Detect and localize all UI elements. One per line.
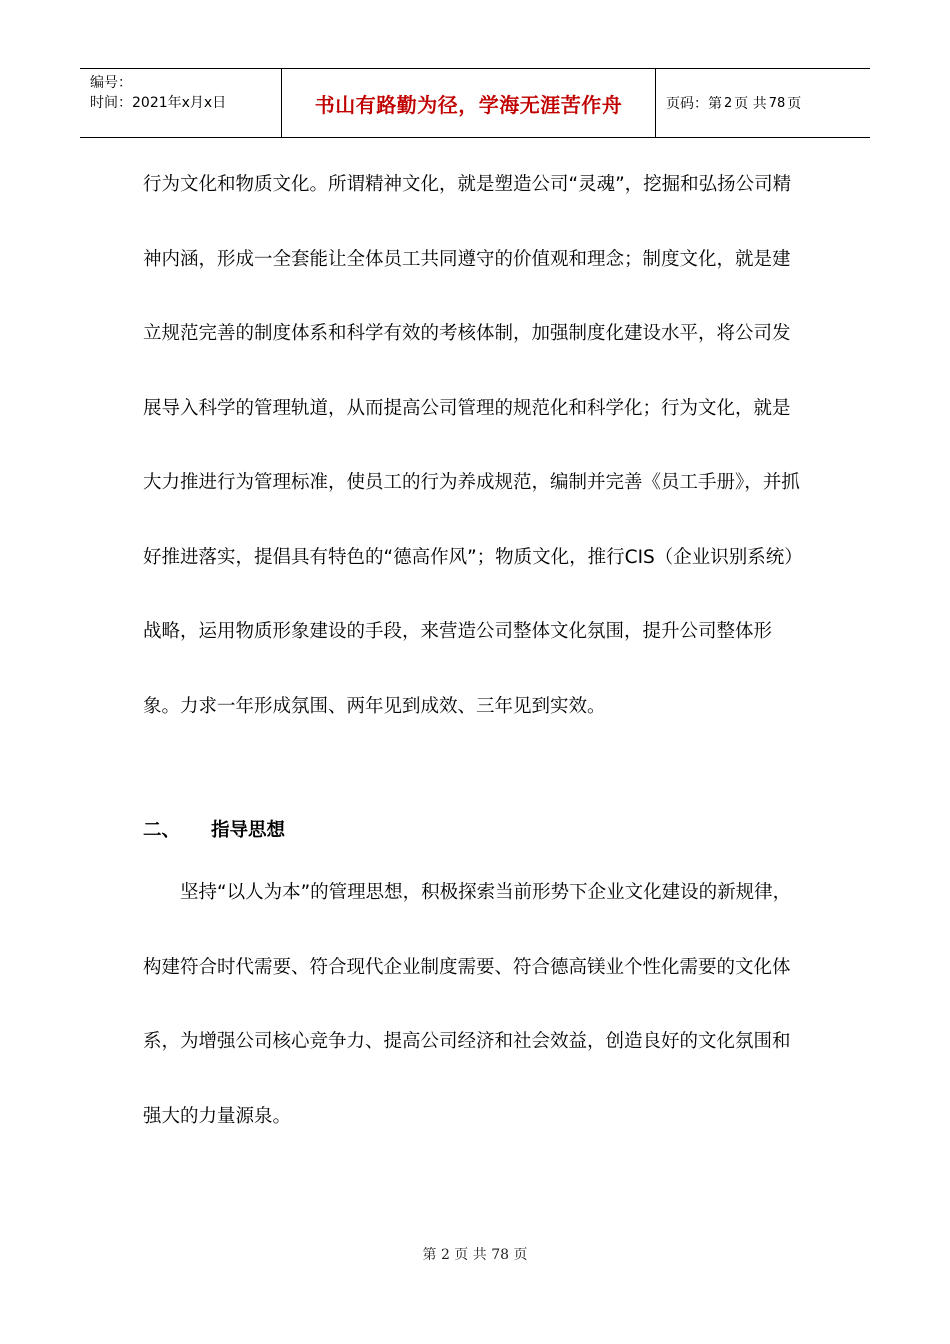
- body-section-1: [143, 148, 803, 744]
- heading-number: 二、: [143, 820, 181, 841]
- paragraph-2: 坚持“以人为本”的管理思想，积极探索当前形势下企业文化建设的新规律，构建符合时代需要、符合现代企业制度需要、符合德高镁业个性化需要的文化体系，为增强公司核心竞争力、提高公司经济和社会效益，创造良好的文化氛围和强大的力量源泉。: [143, 882, 792, 1127]
- header-meta: [80, 69, 282, 137]
- number-label: 编号：: [90, 75, 132, 91]
- heading-title: 指导思想: [211, 820, 286, 841]
- header-motto: 书山有路勤为径，学海无涯苦作舟: [282, 69, 656, 137]
- page-end-label: 页: [787, 96, 802, 112]
- page-total: 78: [768, 95, 786, 111]
- page-footer: 第 2 页 共 78 页: [422, 1247, 528, 1263]
- page-mid-label: 页 共: [734, 96, 767, 112]
- page-label: 页码：第: [666, 96, 722, 112]
- header-page-info: [656, 69, 870, 137]
- page-number: 2: [724, 95, 733, 111]
- paragraph-1: 行为文化和物质文化。所谓精神文化，就是塑造公司“灵魂”，挖掘和弘扬公司精神内涵，形成一全套能让全体员工共同遵守的价值观和理念；制度文化，就是建立规范完善的制度体系和科学有效的考核体制，加强制度化建设水平，将公司发展导入科学的管理轨道，从而提高公司管理的规范化和科学化；行为文化，就是大力推进行为管理标准，使员工的行为养成规范，编制并完善《员工手册》，并抓好推进落实，提倡具有特色的“德高作风”；物质文化，推行CIS（企业识别系统）战略，运用物质形象建设的手段，来营造公司整体文化氛围，提升公司整体形象。力求一年形成氛围、两年见到成效、三年见到实效。: [143, 174, 803, 717]
- body-section-2: [143, 856, 803, 1154]
- section-heading: [143, 814, 285, 848]
- date-label: 时间：2021年x月x日: [90, 95, 227, 111]
- document-header: [80, 68, 870, 138]
